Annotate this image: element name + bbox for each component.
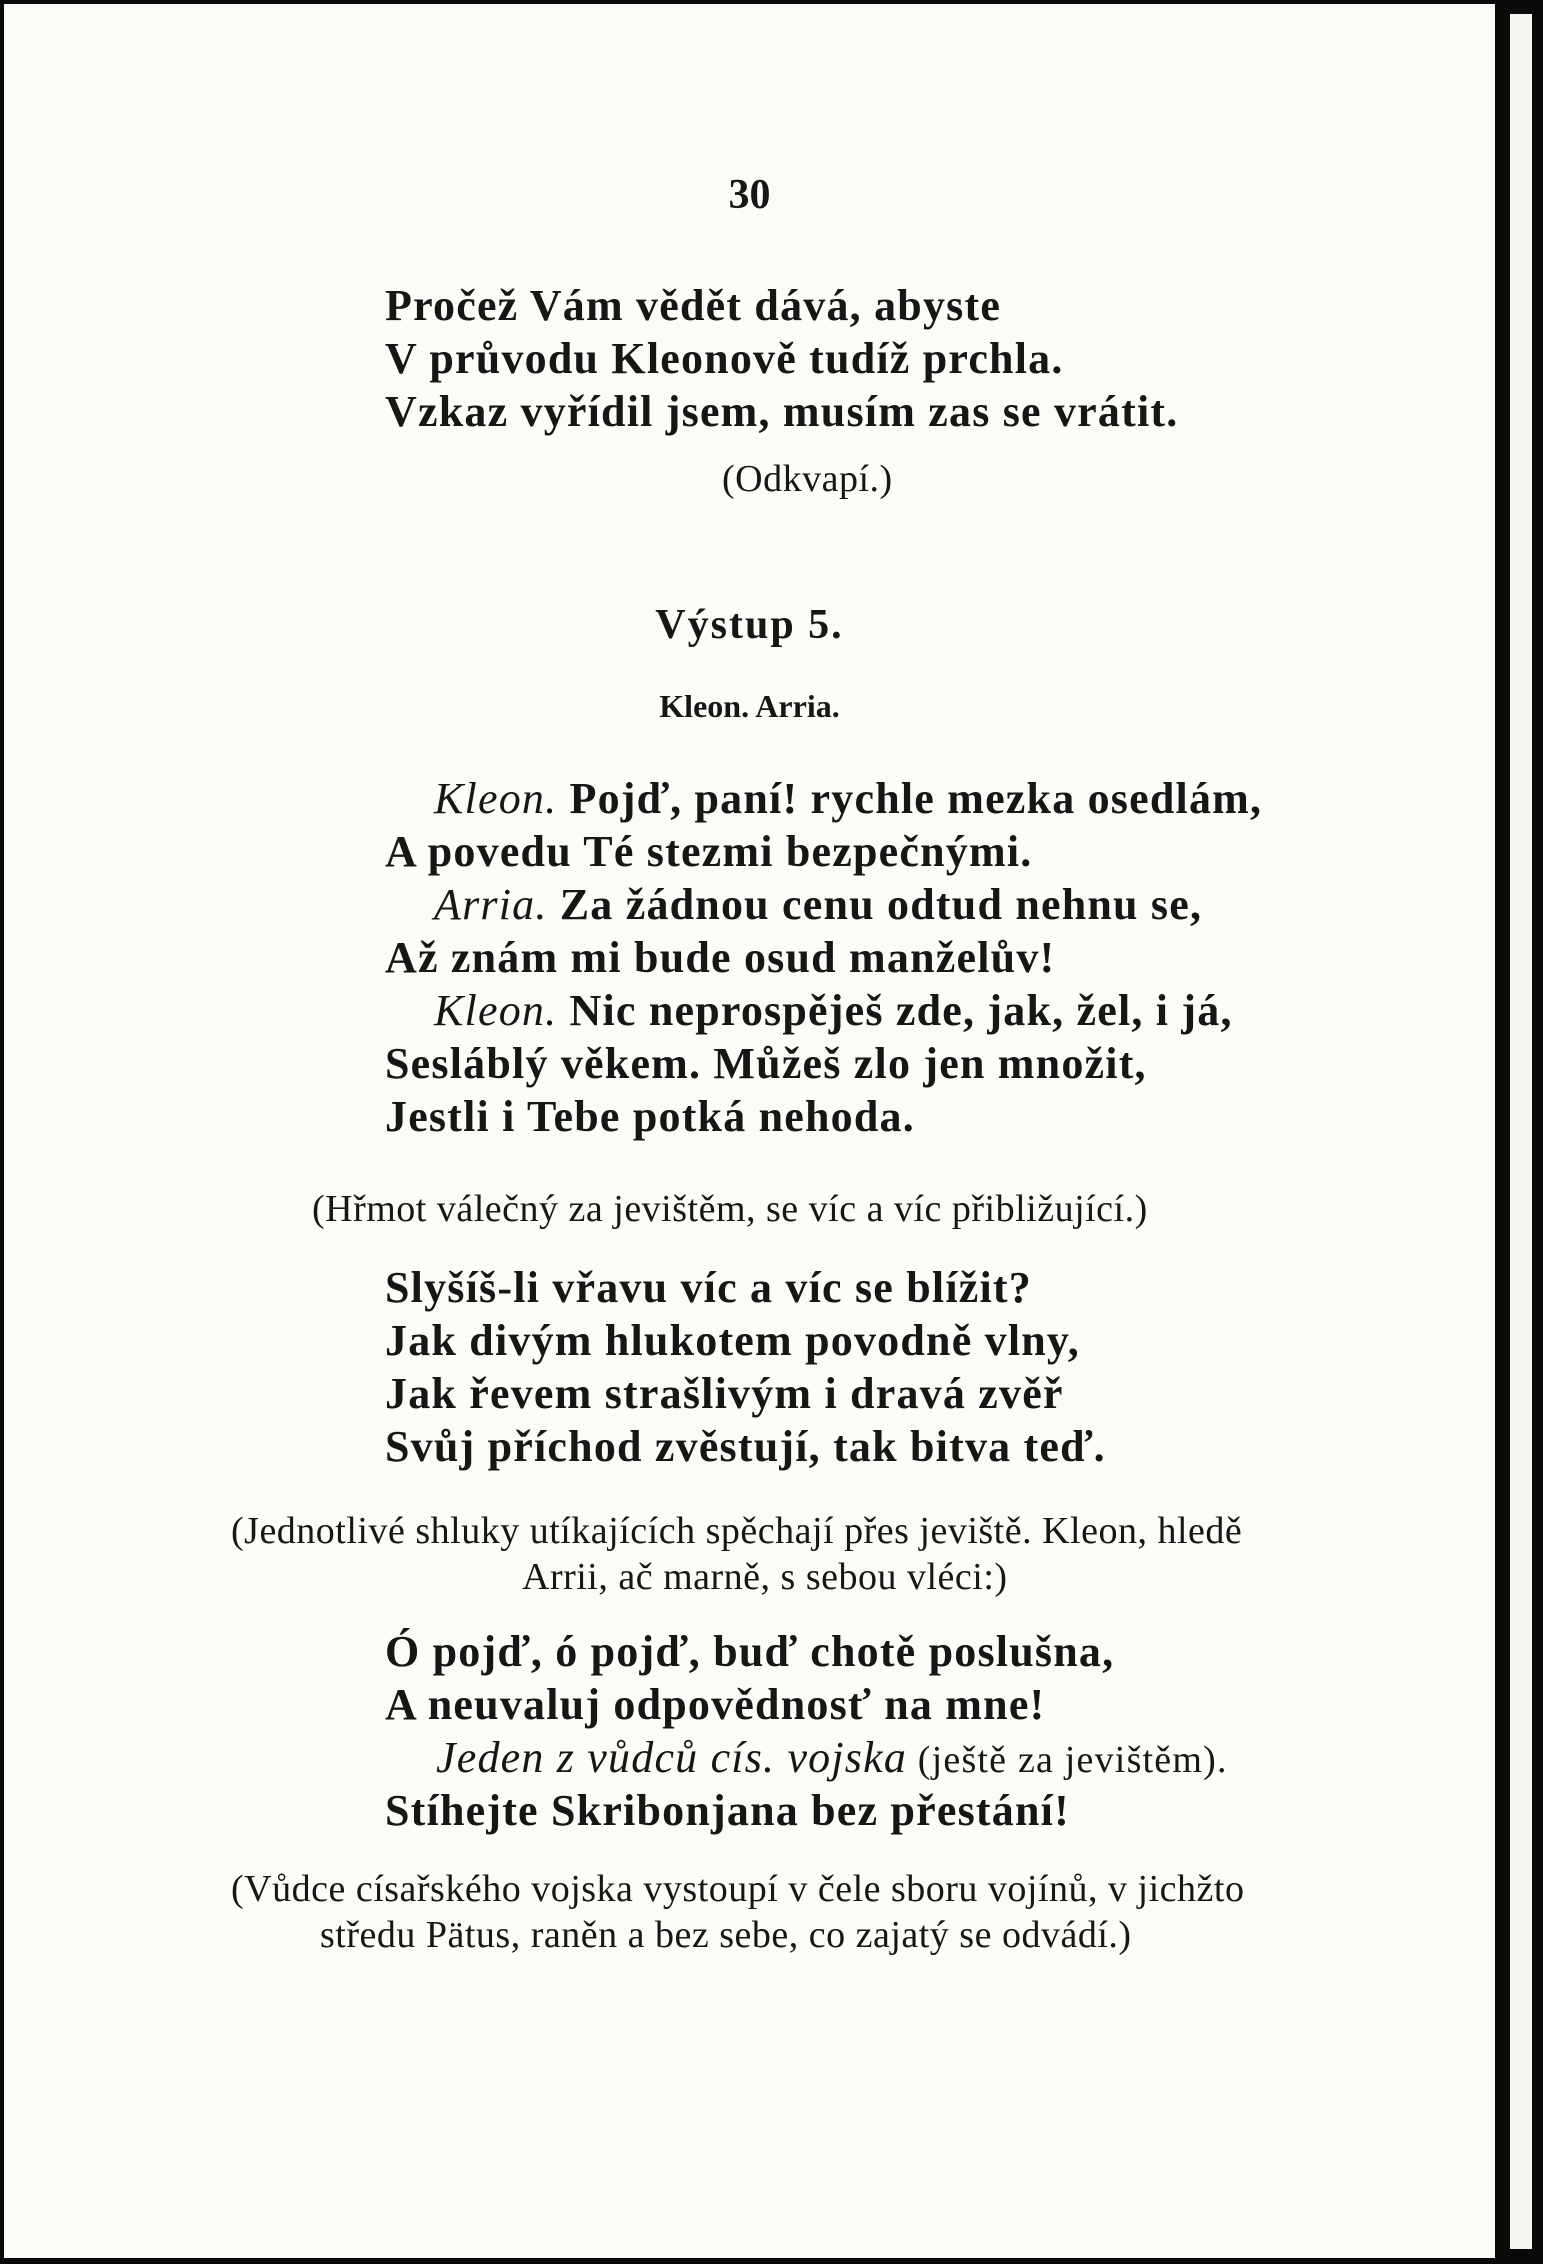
speaker-name: Arria. [434, 880, 548, 929]
scene-title: Výstup 5. [655, 602, 844, 648]
dialogue-text: Nic neprospěješ zde, jak, žel, i já, [557, 986, 1233, 1035]
stage-direction: (Hřmot válečný za jevištěm, se víc a víc přibližující.) [312, 1188, 1148, 1230]
dialogue-text: Sesláblý věkem. Můžeš zlo jen množit, [385, 1039, 1147, 1088]
dialogue-text: Až znám mi bude osud manželův! [385, 933, 1056, 982]
dialogue-text: Pojď, paní! rychle mezka osedlám, [557, 774, 1263, 823]
dialogue-line: A neuvaluj odpovědnosť na mne! [385, 1680, 1046, 1729]
speaker-name: Kleon. [434, 774, 558, 823]
stage-direction-inline: (ještě za jevištěm). [907, 1739, 1228, 1781]
dialogue-line [385, 1092, 915, 1141]
stage-direction: (Odkvapí.) [722, 458, 893, 500]
verse-line: Vzkaz vyřídil jsem, musím zas se vrátit. [385, 387, 1179, 436]
stage-direction: (Jednotlivé shluky utíkajících spěchají přes jeviště. Kleon, hledě [231, 1510, 1243, 1552]
verse-line: V průvodu Kleonově tudíž prchla. [385, 334, 1064, 383]
adjacent-page-edge [1510, 14, 1532, 2249]
dialogue-line [385, 827, 1033, 876]
book-page [4, 4, 1495, 2258]
dialogue-line: Jak divým hlukotem povodně vlny, [385, 1316, 1080, 1365]
page-number: 30 [728, 172, 771, 218]
dialogue-line: Slyšíš-li vřavu víc a víc se blížit? [385, 1263, 1032, 1312]
speaker-line [436, 1733, 1228, 1782]
dialogue-line [385, 1039, 1147, 1088]
dialogue-line: Ó pojď, ó pojď, buď chotě poslušna, [385, 1627, 1115, 1676]
dialogue-line: Svůj příchod zvěstují, tak bitva teď. [385, 1422, 1106, 1471]
dialogue-line [434, 774, 1263, 823]
stage-direction: Arrii, ač marně, s sebou vléci:) [522, 1556, 1008, 1598]
dialogue-line [385, 933, 1056, 982]
stage-direction: (Vůdce císařského vojska vystoupí v čele sboru vojínů, v jichžto [231, 1868, 1245, 1910]
speaker-name: Jeden z vůdců cís. vojska [436, 1733, 908, 1782]
dialogue-line: Jak řevem strašlivým i dravá zvěř [385, 1369, 1064, 1418]
cast-list: Kleon. Arria. [659, 688, 840, 724]
dialogue-text: A povedu Té stezmi bezpečnými. [385, 827, 1033, 876]
speaker-name: Kleon. [434, 986, 558, 1035]
dialogue-line [434, 880, 1203, 929]
verse-line: Pročež Vám vědět dává, abyste [385, 281, 1002, 330]
dialogue-line [434, 986, 1233, 1035]
stage-direction: středu Pätus, raněn a bez sebe, co zajatý se odvádí.) [320, 1914, 1132, 1956]
dialogue-text: Jestli i Tebe potká nehoda. [385, 1092, 915, 1141]
dialogue-text: Za žádnou cenu odtud nehnu se, [547, 880, 1203, 929]
dialogue-line: Stíhejte Skribonjana bez přestání! [385, 1786, 1070, 1835]
